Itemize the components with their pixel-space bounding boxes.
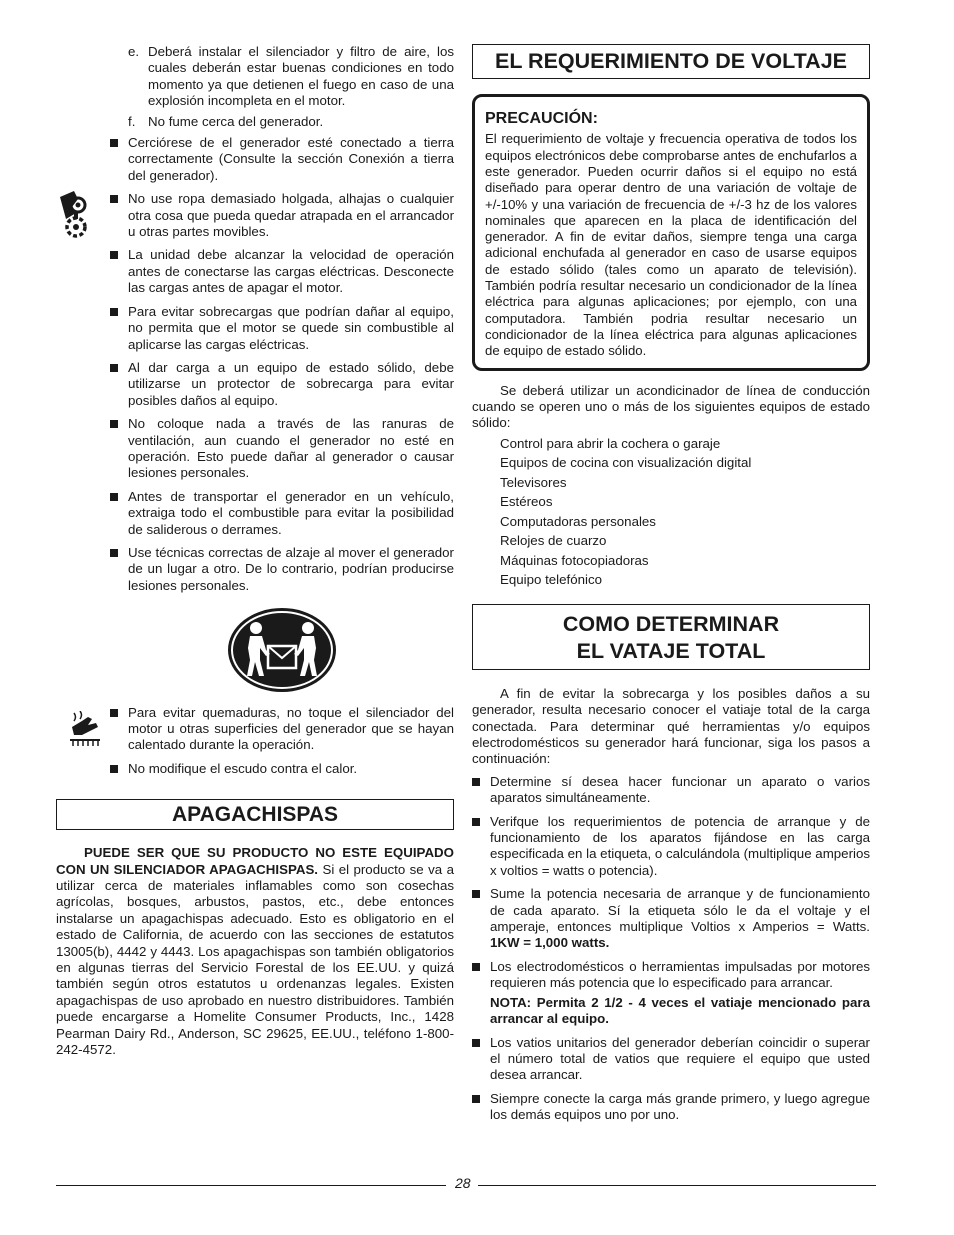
- bullet-icon: [472, 818, 480, 826]
- list-item: No use ropa demasiado holgada, alhajas o cualquier otra cosa que pueda quedar atrapada en el arrancador u otras partes movibles.: [110, 191, 454, 240]
- list-item: Cerciórese de el generador esté conectado a tierra correctamente (Consulte la sección Conexión a tierra del generador).: [110, 135, 454, 184]
- entanglement-hazard-icon: [56, 189, 106, 241]
- list-item: Estéreos: [500, 494, 553, 510]
- bullet-icon: [110, 139, 118, 147]
- list-item: Siempre conecte la carga más grande primero, y luego agregue los demás equipos uno por uno.: [472, 1091, 870, 1124]
- two-person-lift-icon: [226, 606, 338, 694]
- list-item: Antes de transportar el generador en un vehículo, extraiga todo el combustible para evitar la posibilidad de saliderous o derrames.: [110, 489, 454, 538]
- list-item: Computadoras personales: [500, 513, 656, 529]
- list-item: Use técnicas correctas de alzaje al mover el generador de un lugar a otro. De lo contrario, podrían producirse lesiones personales.: [110, 545, 454, 594]
- bullet-icon: [110, 420, 118, 428]
- spark-arrestor-bold: PUEDE SER QUE SU PRODUCTO NO ESTE EQUIPADO CON UN SILENCIADOR APAGACHISPAS.: [56, 845, 454, 877]
- footer-rule-left: [56, 1185, 446, 1186]
- page-number: 28: [455, 1175, 471, 1191]
- left-column: [56, 44, 454, 1059]
- bullet-icon: [110, 709, 118, 717]
- bullet-icon: [110, 549, 118, 557]
- bullet-icon: [110, 364, 118, 372]
- caution-text: El requerimiento de voltaje y frecuencia operativa de todos los equipos electrónicos debe comprobarse antes de enchufarlos a este generador. Pueden ocurrir daños si el equipo no está diseñado para operar dentro de una variación de voltaje de +/-10% y una variación de frecuencia de +/-3 hz de los valores nominales que aparecen en la placa de identificación del generador. A fin de evitar daños, siempre tenga una carga adicional enchufada al generador en caso de usarse equipos de estado sólido (tales como un aparato de televisión). También podría resultar necesario un condicionador de la línea eléctrica para algunas aplicaciones; por ejemplo, con una computadora. También podria resultar necesario un condicionador de la línea eléctrica para algunas aplicaciones de equipo de estado sólido.: [485, 131, 857, 359]
- note: NOTA: Permita 2 1/2 - 4 veces el vatiaje mencionado para arrancar al equipo.: [490, 994, 870, 1027]
- list-item: Determine sí desea hacer funcionar un aparato o varios aparatos simultáneamente.: [472, 774, 870, 807]
- list-item: Verifque los requerimientos de potencia de arranque y de funcionamiento de los aparatos fijándose en las carga especificada en la etiqueta, o calculándola (multiplique amperios x voltios = watts o potencia).: [472, 814, 870, 880]
- burn-warning: [56, 705, 454, 754]
- bullet-icon: [110, 308, 118, 316]
- list-item: Televisores: [500, 474, 567, 490]
- list-item: Máquinas fotocopiadoras: [500, 552, 649, 568]
- sub-item-label: e.: [128, 44, 140, 59]
- list-item: Equipo telefónico: [500, 572, 603, 588]
- bullet-icon: [110, 493, 118, 501]
- sub-item-text: Deberá instalar el silenciador y filtro de aire, los cuales deberán estar buenas condiciones en todo momento ya que detienen el fuego en caso de una explosión incompleta en el motor.: [148, 44, 454, 109]
- hot-surface-icon: [68, 711, 102, 747]
- section-heading-apagachispas: APAGACHISPAS: [56, 799, 454, 830]
- list-item: Los vatios unitarios del generador deberían coincidir o superar el número total de vatios que requiere el equipo que usted desea arrancar.: [472, 1035, 870, 1084]
- spark-arrestor-text: Si el producto se va a utilizar cerca de materiales inflamables como son cosechas agrícolas, bosques, arbustos, pastos, etc., debe entonces instalarse un apagachispas adecuado. Esto es obligatorio en el estado de California, de acuerdo con las secciones de estatutos 13005(b), 4442 y 4443. Los apagachispas son también obligatorios en algunas tierras del Servicio Forestal de los EE.UU. y quizá también según otros estatutos u ordenanzas legales. Existen apagachispas de uso aprobado en nuestro distribuidores. También puede encargarse a Homelite Consumer Products, Inc., 1428 Pearman Dairy Rd., Anderson, SC 29625, EE.UU., teléfono 1-800-242-4572.: [56, 861, 454, 1058]
- spark-arrestor-paragraph: [56, 845, 454, 1058]
- list-item: Para evitar quemaduras, no toque el silenciador del motor u otras superficies del generador que se hayan calentado durante la operación.: [110, 705, 454, 754]
- entanglement-warning: [56, 191, 454, 240]
- section-heading-voltage: EL REQUERIMIENTO DE VOLTAJE: [472, 44, 870, 79]
- conditioner-intro: Se deberá utilizar un acondicinador de línea de conducción cuando se operen uno o más de los siguientes equipos de estado sólido:: [472, 382, 870, 431]
- list-item: Al dar carga a un equipo de estado sólido, debe utilizarse un protector de sobrecarga para evitar posibles daños al equipo.: [110, 360, 454, 409]
- sub-item-label: f.: [128, 113, 136, 129]
- sub-item: [128, 114, 454, 130]
- list-item: Control para abrir la cochera o garaje: [500, 435, 721, 451]
- bullet-icon: [110, 765, 118, 773]
- equipment-list: [500, 434, 870, 590]
- section-heading-wattage: COMO DETERMINAR EL VATAJE TOTAL: [472, 604, 870, 670]
- bullet-icon: [110, 251, 118, 259]
- list-item: Relojes de cuarzo: [500, 533, 607, 549]
- caution-box: [472, 94, 870, 371]
- wattage-intro: A fin de evitar la sobrecarga y los posibles daños a su generador, resulta necesario conocer el vatiaje total de la carga conectada. Para determinar qué herramientas y/o equipos electrodomésticos su generador hará funcionar, siga los pasos a continuación:: [472, 685, 870, 767]
- list-item: Para evitar sobrecargas que podrían dañar al equipo, no permita que el motor se quede sin combustible al aplicarse las cargas eléctricas.: [110, 304, 454, 353]
- bullet-icon: [472, 963, 480, 971]
- list-item: Sume la potencia necesaria de arranque y de funcionamiento de cada aparato. Sí la etiqueta sólo le da el voltaje y el amperaje, entonces multiplique Voltios x Amperios = Watts. 1KW = 1,000 watts.: [472, 886, 870, 952]
- bullet-icon: [472, 1039, 480, 1047]
- bullet-icon: [472, 890, 480, 898]
- kw-conversion: 1KW = 1,000 watts.: [490, 935, 610, 951]
- bullet-icon: [472, 778, 480, 786]
- list-item: Equipos de cocina con visualización digital: [500, 455, 752, 471]
- footer-rule-right: [478, 1185, 876, 1186]
- two-person-lift-symbol: [226, 606, 454, 698]
- bullet-icon: [110, 195, 118, 203]
- list-item: La unidad debe alcanzar la velocidad de operación antes de conectarse las cargas eléctricas. Desconecte las cargas antes de apagar el motor.: [110, 247, 454, 296]
- right-column: [472, 44, 870, 1131]
- sub-item: [128, 44, 454, 110]
- sub-item-text: No fume cerca del generador.: [148, 113, 324, 129]
- caution-heading: PRECAUCIÓN:: [485, 110, 598, 127]
- list-item: No coloque nada a través de las ranuras de ventilación, aun cuando el generador no esté en operación. Esto puede dañar al generador o causar lesiones personales.: [110, 416, 454, 482]
- bullet-icon: [472, 1095, 480, 1103]
- list-item: No modifique el escudo contra el calor.: [110, 761, 454, 777]
- list-item: Los electrodomésticos o herramientas impulsadas por motores requieren más potencia que lo especificado para arrancar.: [472, 959, 870, 992]
